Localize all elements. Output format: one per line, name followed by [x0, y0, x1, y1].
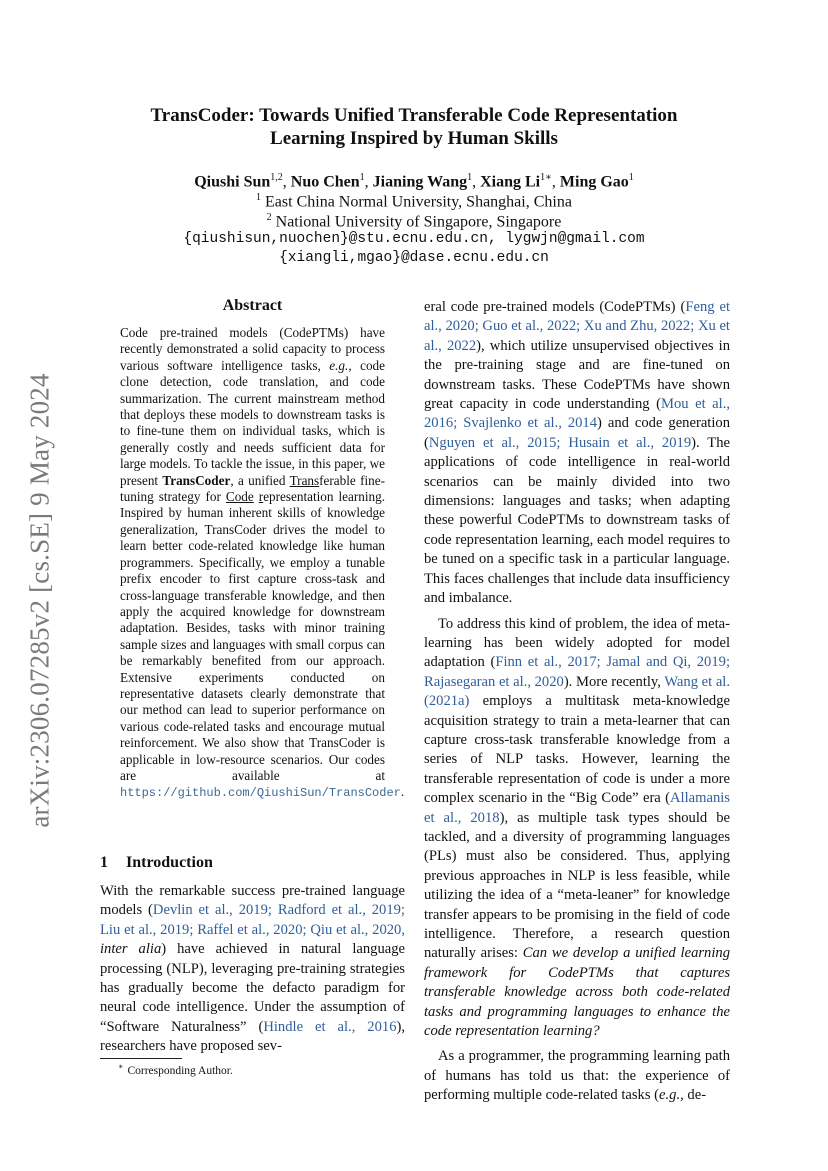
intro-left-column: With the remarkable success pre-trained language models (Devlin et al., 2019; Radford et al., 2019; Liu et al., 2019; Raffel et al., 2020; Qiu et al., 2020, inter alia) have achieved in natural language processing (NLP), leveraging pre-training strategies has gradually become the defacto paradigm for neural code intelligence. Under the assumption of “Software Naturalness” (Hindle et al., 2016), researchers have proposed sev- — [100, 883, 406, 1055]
intro-right-column — [424, 298, 730, 1106]
section-heading: 1 Introduction — [100, 854, 213, 871]
author: Xiang Li — [480, 173, 541, 191]
paragraph: To address this kind of problem, the idea of meta-learning has been widely adopted for model adaptation (Finn et al., 2017; Jamal and Qi, 2019; Rajasegaran et al., 2020). More recently, Wang et al. (2021a) employs a multitask meta-knowledge acquisition strategy to train a meta-learner that can capture cross-task transferable knowledge from a series of NLP tasks. However, learning the transferable representation of code is under a more complex scenario in the “Big Code” era (Allamanis et al., 2018), as multiple task types should be tackled, and a diversity of programming languages (PLs) must also be considered. Thus, applying previous approaches in NLP is less feasible, while utilizing the idea of a “meta-leaner” for knowledge transfer appears to be promising in the field of code intelligence. Therefore, a research question naturally arises: Can we develop a unified learning framework for CodePTMs that captures transferable knowledge across both code-related tasks and programming languages to enhance the code representation learning? — [424, 615, 730, 1040]
footnote: ∗ Corresponding Author. — [118, 1062, 233, 1077]
author: Jianing Wang — [372, 173, 468, 191]
abstract-heading: Abstract — [222, 297, 283, 314]
affiliation-2: $^2$ National University of Singapore, Singapore — [266, 212, 562, 231]
citation[interactable]: Allamanis et al., 2018 — [424, 790, 730, 826]
abstract-body: Code pre-trained models (CodePTMs) have recently demonstrated a solid capacity to process various software intelligence tasks, e.g., code clone detection, code translation, and code summarization. The current mainstream method that deploys these models to downstream tasks is to fine-tune them on individual tasks, which is generally costly and needs sufficient data for large models. To tackle the issue, in this paper, we present TransCoder, a unified Transferable fine-tuning strategy for Code representation learning. Inspired by human inherent skills of knowledge generalization, TransCoder drives the model to learn better code-related knowledge like human programmers. Specifically, we employ a tunable prefix encoder to first capture cross-task and cross-language transferable knowledge, and then apply the acquired knowledge for downstream adaptation. Besides, tasks with minor training sample sizes and languages with small corpus can be remarkably benefited from our approach. Extensive experiments conducted on representative datasets clearly demonstrate that our method can lead to superior performance on various code-related tasks and encourage mutual reinforcement. We also show that TransCoder is applicable in low-resource scenarios. Our codes are available at https://github.com/QiushiSun/TransCoder. — [120, 325, 405, 801]
citation[interactable]: Mou et al., 2016; Svajlenko et al., 2014 — [424, 396, 730, 432]
paragraph: eral code pre-trained models (CodePTMs) (Feng et al., 2020; Guo et al., 2022; Xu and Zhu, 2022; Xu et al., 2022), which utilize unsupervised objectives in the pre-training stage and are fine-tuned on downstream tasks. These CodePTMs have shown great capacity in code understanding (Mou et al., 2016; Svajlenko et al., 2014) and code generation (Nguyen et al., 2015; Husain et al., 2019). The applications of code intelligence in real-world scenarios can be mainly divided into two dimensions: languages and tasks; when adapting these powerful CodePTMs to downstream tasks of code representation learning, each model requires to be tuned on a specific task in a particular language. This faces challenges that include data insufficiency and imbalance. — [424, 299, 730, 607]
author: Ming Gao — [559, 173, 629, 191]
arxiv-stamp: arXiv:2306.07285v2 [cs.SE] 9 May 2024 — [24, 372, 55, 828]
citation[interactable]: Hindle et al., 2016 — [263, 1018, 397, 1035]
citation[interactable]: Wang et al. (2021a) — [424, 673, 730, 710]
author: Qiushi Sun — [194, 173, 271, 191]
paragraph: As a programmer, the programming learning path of humans has told us that: the experience of performing multiple code-related tasks (e.g., de- — [424, 1048, 730, 1104]
citation[interactable]: Nguyen et al., 2015; Husain et al., 2019 — [428, 434, 692, 451]
author: Nuo Chen — [290, 173, 360, 191]
email-line-2: {xiangli,mgao}@dase.ecnu.edu.cn — [279, 250, 549, 266]
email-line-1: {qiushisun,nuochen}@stu.ecnu.edu.cn, lygwjn@gmail.com — [183, 231, 645, 247]
code-link[interactable]: https://github.com/QiushiSun/TransCoder — [120, 786, 401, 801]
footnote-rule — [100, 1058, 182, 1059]
citation[interactable]: Devlin et al., 2019; Radford et al., 2019; Liu et al., 2019; Raffel et al., 2020; Qiu et al., 2020, — [100, 902, 405, 938]
citation[interactable]: Finn et al., 2017; Jamal and Qi, 2019; Rajasegaran et al., 2020 — [424, 654, 730, 690]
paper-title: TransCoder: Towards Unified Transferable Code Representation Learning Inspired by Human Skills — [150, 105, 678, 149]
affiliation-1: $^1$ East China Normal University, Shanghai, China — [256, 192, 572, 211]
author-list: Qiushi Sun$^{1,2}$, Nuo Chen$^1$, Jianing Wang$^1$, Xiang $Li^{1∗}$, Ming Gao$^1$ — [194, 172, 634, 191]
citation[interactable]: Feng et al., 2020; Guo et al., 2022; Xu and Zhu, 2022; Xu et al., 2022 — [424, 299, 730, 354]
